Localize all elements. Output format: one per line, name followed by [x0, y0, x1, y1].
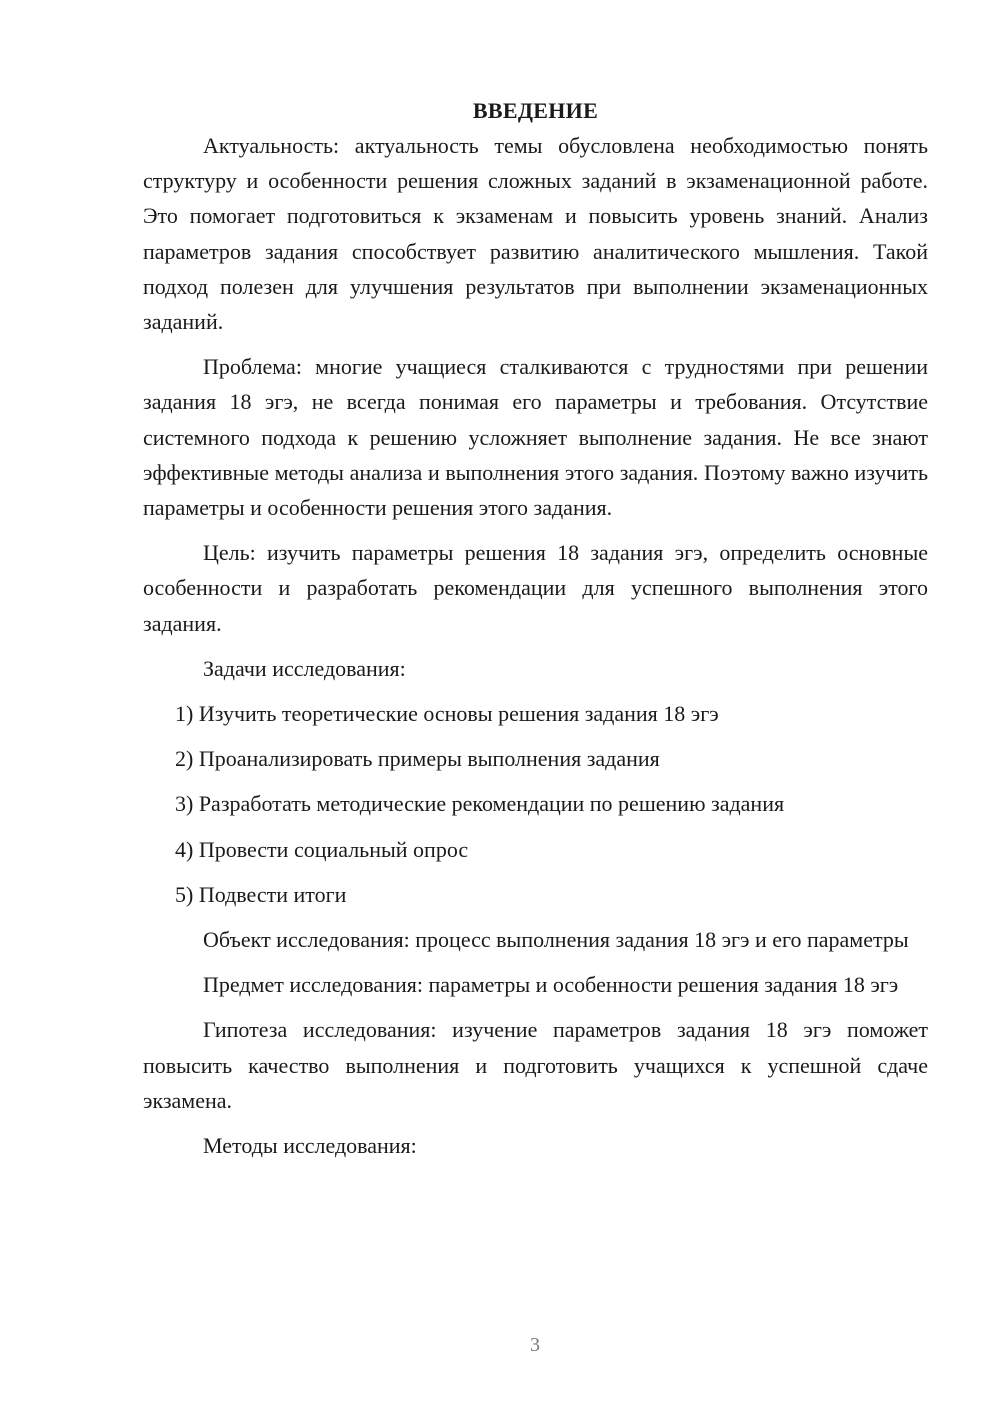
- paragraph-gap: [143, 731, 928, 741]
- object-paragraph: Объект исследования: процесс выполнения задания 18 эгэ и его параметры: [203, 927, 909, 953]
- paragraph-gap: [143, 867, 928, 877]
- paragraph-gap: [143, 686, 928, 696]
- list-item: 5) Подвести итоги: [175, 881, 347, 907]
- paragraph-gap: [143, 339, 928, 349]
- subject-paragraph: Предмет исследования: параметры и особенности решения задания 18 эгэ: [203, 972, 899, 998]
- paragraph-gap: [143, 1118, 928, 1128]
- goal-paragraph: Цель: изучить параметры решения 18 задания эгэ, определить основные особенности и разработать рекомендации для успешного выполнения этого задания.: [143, 540, 928, 636]
- list-item: 2) Проанализировать примеры выполнения задания: [175, 746, 660, 772]
- paragraph-gap: [143, 525, 928, 535]
- document-page: [143, 93, 928, 1163]
- page-title: ВВЕДЕНИЕ: [472, 98, 599, 123]
- page-number: 3: [530, 1334, 540, 1356]
- paragraph-gap: [143, 776, 928, 786]
- problem-paragraph: Проблема: многие учащиеся сталкиваются с трудностями при решении задания 18 эгэ, не всегда понимая его параметры и требования. Отсутствие системного подхода к решению усложняет выполнение задания. Не все знают эффективные методы анализа и выполнения этого задания. Поэтому важно изучить параметры и особенности решения этого задания.: [143, 354, 928, 521]
- tasks-title: Задачи исследования:: [203, 655, 406, 681]
- relevance-paragraph: Актуальность: актуальность темы обусловлена необходимостью понять структуру и особенности решения сложных заданий в экзаменационной работе. Это помогает подготовиться к экзаменам и повысить уровень знаний. Анализ параметров задания способствует развитию аналитического мышления. Такой подход полезен для улучшения результатов при выполнении экзаменационных заданий.: [143, 133, 928, 335]
- hypothesis-paragraph: Гипотеза исследования: изучение параметров задания 18 эгэ поможет повысить качество выполнения и подготовить учащихся к успешной сдаче экзамена.: [143, 1017, 928, 1113]
- list-item: 4) Провести социальный опрос: [175, 836, 469, 862]
- paragraph-gap: [143, 822, 928, 832]
- list-item: 1) Изучить теоретические основы решения задания 18 эгэ: [175, 701, 719, 727]
- paragraph-gap: [143, 912, 928, 922]
- paragraph-gap: [143, 957, 928, 967]
- list-item: 3) Разработать методические рекомендации по решению задания: [175, 791, 785, 817]
- methods-title: Методы исследования:: [203, 1133, 417, 1159]
- paragraph-gap: [143, 1002, 928, 1012]
- paragraph-gap: [143, 641, 928, 651]
